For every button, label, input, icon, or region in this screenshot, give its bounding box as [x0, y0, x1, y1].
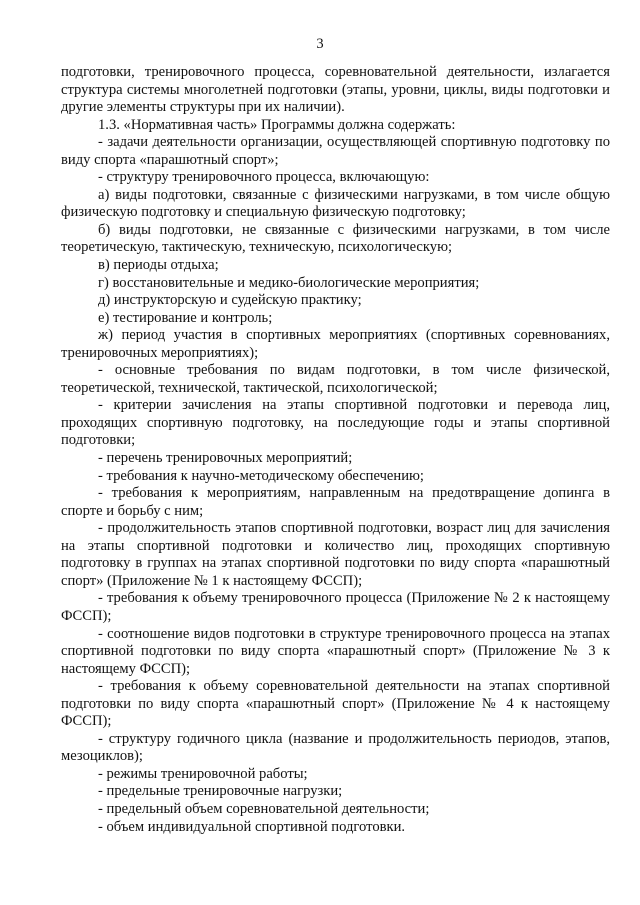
list-item-g: г) восстановительные и медико-биологические мероприятия; [98, 274, 480, 291]
page-number: 3 [316, 36, 324, 52]
list-item-requirements: - основные требования по видам подготовки, в том числе физической, теоретической, технической, тактической, психологической; [61, 362, 610, 396]
list-item-b: б) виды подготовки, не связанные с физическими нагрузками, в том числе теоретическую, тактическую, техническую, психологическую; [61, 221, 610, 256]
section-heading-1-3: 1.3. «Нормативная часть» Программы должна содержать: [98, 116, 456, 133]
list-item-individual: - объем индивидуальной спортивной подготовки. [98, 818, 406, 835]
list-item-d: д) инструкторскую и судейскую практику; [98, 292, 362, 309]
list-item-regimes: - режимы тренировочной работы; [98, 765, 308, 782]
list-item-structure: - структуру тренировочного процесса, включающую: [98, 169, 430, 186]
list-item-competition-limit: - предельный объем соревновательной деятельности; [98, 800, 430, 817]
list-item-a: а) виды подготовки, связанные с физическими нагрузками, в том числе общую физическую подготовку и специальную физическую подготовку; [61, 186, 610, 221]
list-item-v: в) периоды отдыха; [98, 257, 219, 274]
body-text [61, 64, 610, 836]
list-item-volume: - требования к объему тренировочного процесса (Приложение № 2 к настоящему ФССП); [61, 590, 610, 624]
list-item-e: е) тестирование и контроль; [98, 309, 273, 326]
list-item-loads: - предельные тренировочные нагрузки; [98, 783, 343, 800]
list-item-doping: - требования к мероприятиям, направленным на предотвращение допинга в спорте и борьбу с ним; [61, 485, 610, 519]
list-item-competition-volume: - требования к объему соревновательной деятельности на этапах спортивной подготовки по виду спорта «парашютный спорт» (Приложение № 4 к настоящему ФССП); [61, 678, 610, 730]
list-item-ratio: - соотношение видов подготовки в структуре тренировочного процесса на этапах спортивной подготовки по виду спорта «парашютный спорт» (Приложение № 3 к настоящему ФССП); [61, 625, 610, 677]
list-item-annual-cycle: - структуру годичного цикла (название и продолжительность периодов, этапов, мезоциклов); [61, 730, 610, 765]
list-item-events: - перечень тренировочных мероприятий; [98, 450, 353, 467]
list-item-methodology: - требования к научно-методическому обеспечению; [98, 467, 424, 484]
paragraph-continuation: подготовки, тренировочного процесса, соревновательной деятельности, излагается структура системы многолетней подготовки (этапы, уровни, циклы, виды подготовки и другие элементы структуры при их наличии). [61, 64, 610, 116]
list-item-zh: ж) период участия в спортивных мероприятиях (спортивных соревнованиях, тренировочных мероприятиях); [61, 327, 610, 361]
list-item-duration: - продолжительность этапов спортивной подготовки, возраст лиц для зачисления на этапы спортивной подготовки и количество лиц, проходящих спортивную подготовку в группах на этапах спортивной подготовки по виду спорта «парашютный спорт» (Приложение № 1 к настоящему ФССП); [61, 520, 610, 589]
list-item-criteria: - критерии зачисления на этапы спортивной подготовки и перевода лиц, проходящих спортивную подготовку, на последующие годы и этапы спортивной подготовки; [61, 397, 610, 449]
list-item-tasks: - задачи деятельности организации, осуществляющей спортивную подготовку по виду спорта «парашютный спорт»; [61, 134, 610, 168]
